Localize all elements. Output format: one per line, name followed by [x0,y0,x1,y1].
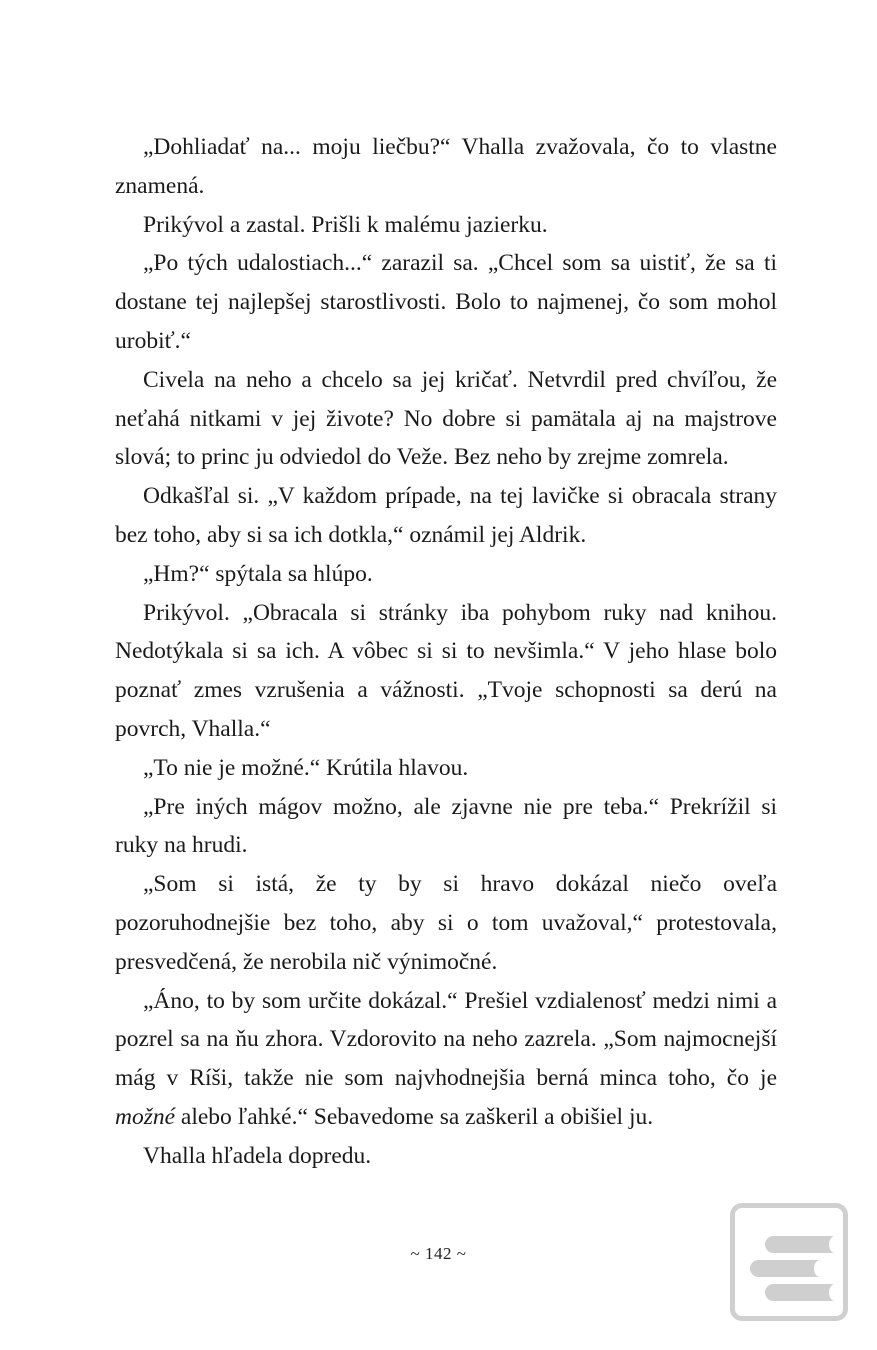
paragraph-text: Civela na neho a chcelo sa jej kričať. Netvrdil pred chvíľou, že neťahá nitkami v jej živote? No dobre si pamätala aj na majstrove slová; to princ ju odviedol do Veže. Bez neho by zrejme zomrela. [115,366,777,471]
paragraph [115,1137,777,1176]
book-spine-icon [750,1260,820,1277]
paragraph [115,477,777,555]
book-spine-icon [765,1284,835,1301]
paragraph-text: Prikývol. „Obracala si stránky iba pohybom ruky nad knihou. Nedotýkala si sa ich. A vôbec si si to nevšimla.“ V jeho hlase bolo poznať zmes vzrušenia a vážnosti. „Tvoje schopnosti sa derú na povrch, Vhalla.“ [115,599,777,742]
paragraph [115,788,777,866]
paragraph-text: Prikývol a zastal. Prišli k malému jazierku. [143,211,548,238]
paragraph-text: „To nie je možné.“ Krútila hlavou. [143,754,469,781]
book-spine-icon [765,1236,835,1253]
emphasized-text: možné [115,1103,176,1130]
paragraph-text: Odkašľal si. „V každom prípade, na tej lavičke si obracala strany bez toho, aby si sa ich dotkla,“ oznámil jej Aldrik. [115,483,777,548]
paragraph-text: „Som si istá, že ty by si hravo dokázal niečo oveľa pozoruhodnejšie bez toho, aby si o tom uvažoval,“ protestovala, presvedčená, že nerobila nič výnimočné. [115,871,777,975]
paragraph-text: „Áno, to by som určite dokázal.“ Prešiel vzdialenosť medzi nimi a pozrel sa na ňu zhora. Vzdorovito na neho zazrela. „Som najmocnejší mág v Ríši, takže nie som najvhodnejšia berná minca toho, čo je [115,987,777,1092]
paragraph [115,361,777,477]
paragraph-text: „Hm?“ spýtala sa hlúpo. [143,560,373,587]
paragraph [115,244,777,360]
page-number: ~ 142 ~ [410,1244,467,1263]
page-body-text [115,128,777,1176]
paragraph [115,594,777,749]
paragraph-text: „Po tých udalostiach...“ zarazil sa. „Chcel som sa uistiť, že sa ti dostane tej najlepšej starostlivosti. Bolo to najmenej, čo som mohol urobiť.“ [115,250,777,354]
paragraph-text: „Pre iných mágov možno, ale zjavne nie pre teba.“ Prekrížil si ruky na hrudi. [115,793,777,859]
paragraph [115,982,777,1137]
paragraph [115,206,777,245]
paragraph-text: Vhalla hľadela dopredu. [143,1142,372,1169]
paragraph [115,128,777,206]
paragraph [115,865,777,981]
paragraph [115,749,777,788]
paragraph-text: alebo ľahké.“ Sebavedome sa zaškeril a obišiel ju. [175,1103,654,1130]
paragraph-text: „Dohliadať na... moju liečbu?“ Vhalla zvažovala, čo to vlastne znamená. [115,134,777,199]
paragraph [115,555,777,594]
books-watermark-icon [730,1203,848,1321]
